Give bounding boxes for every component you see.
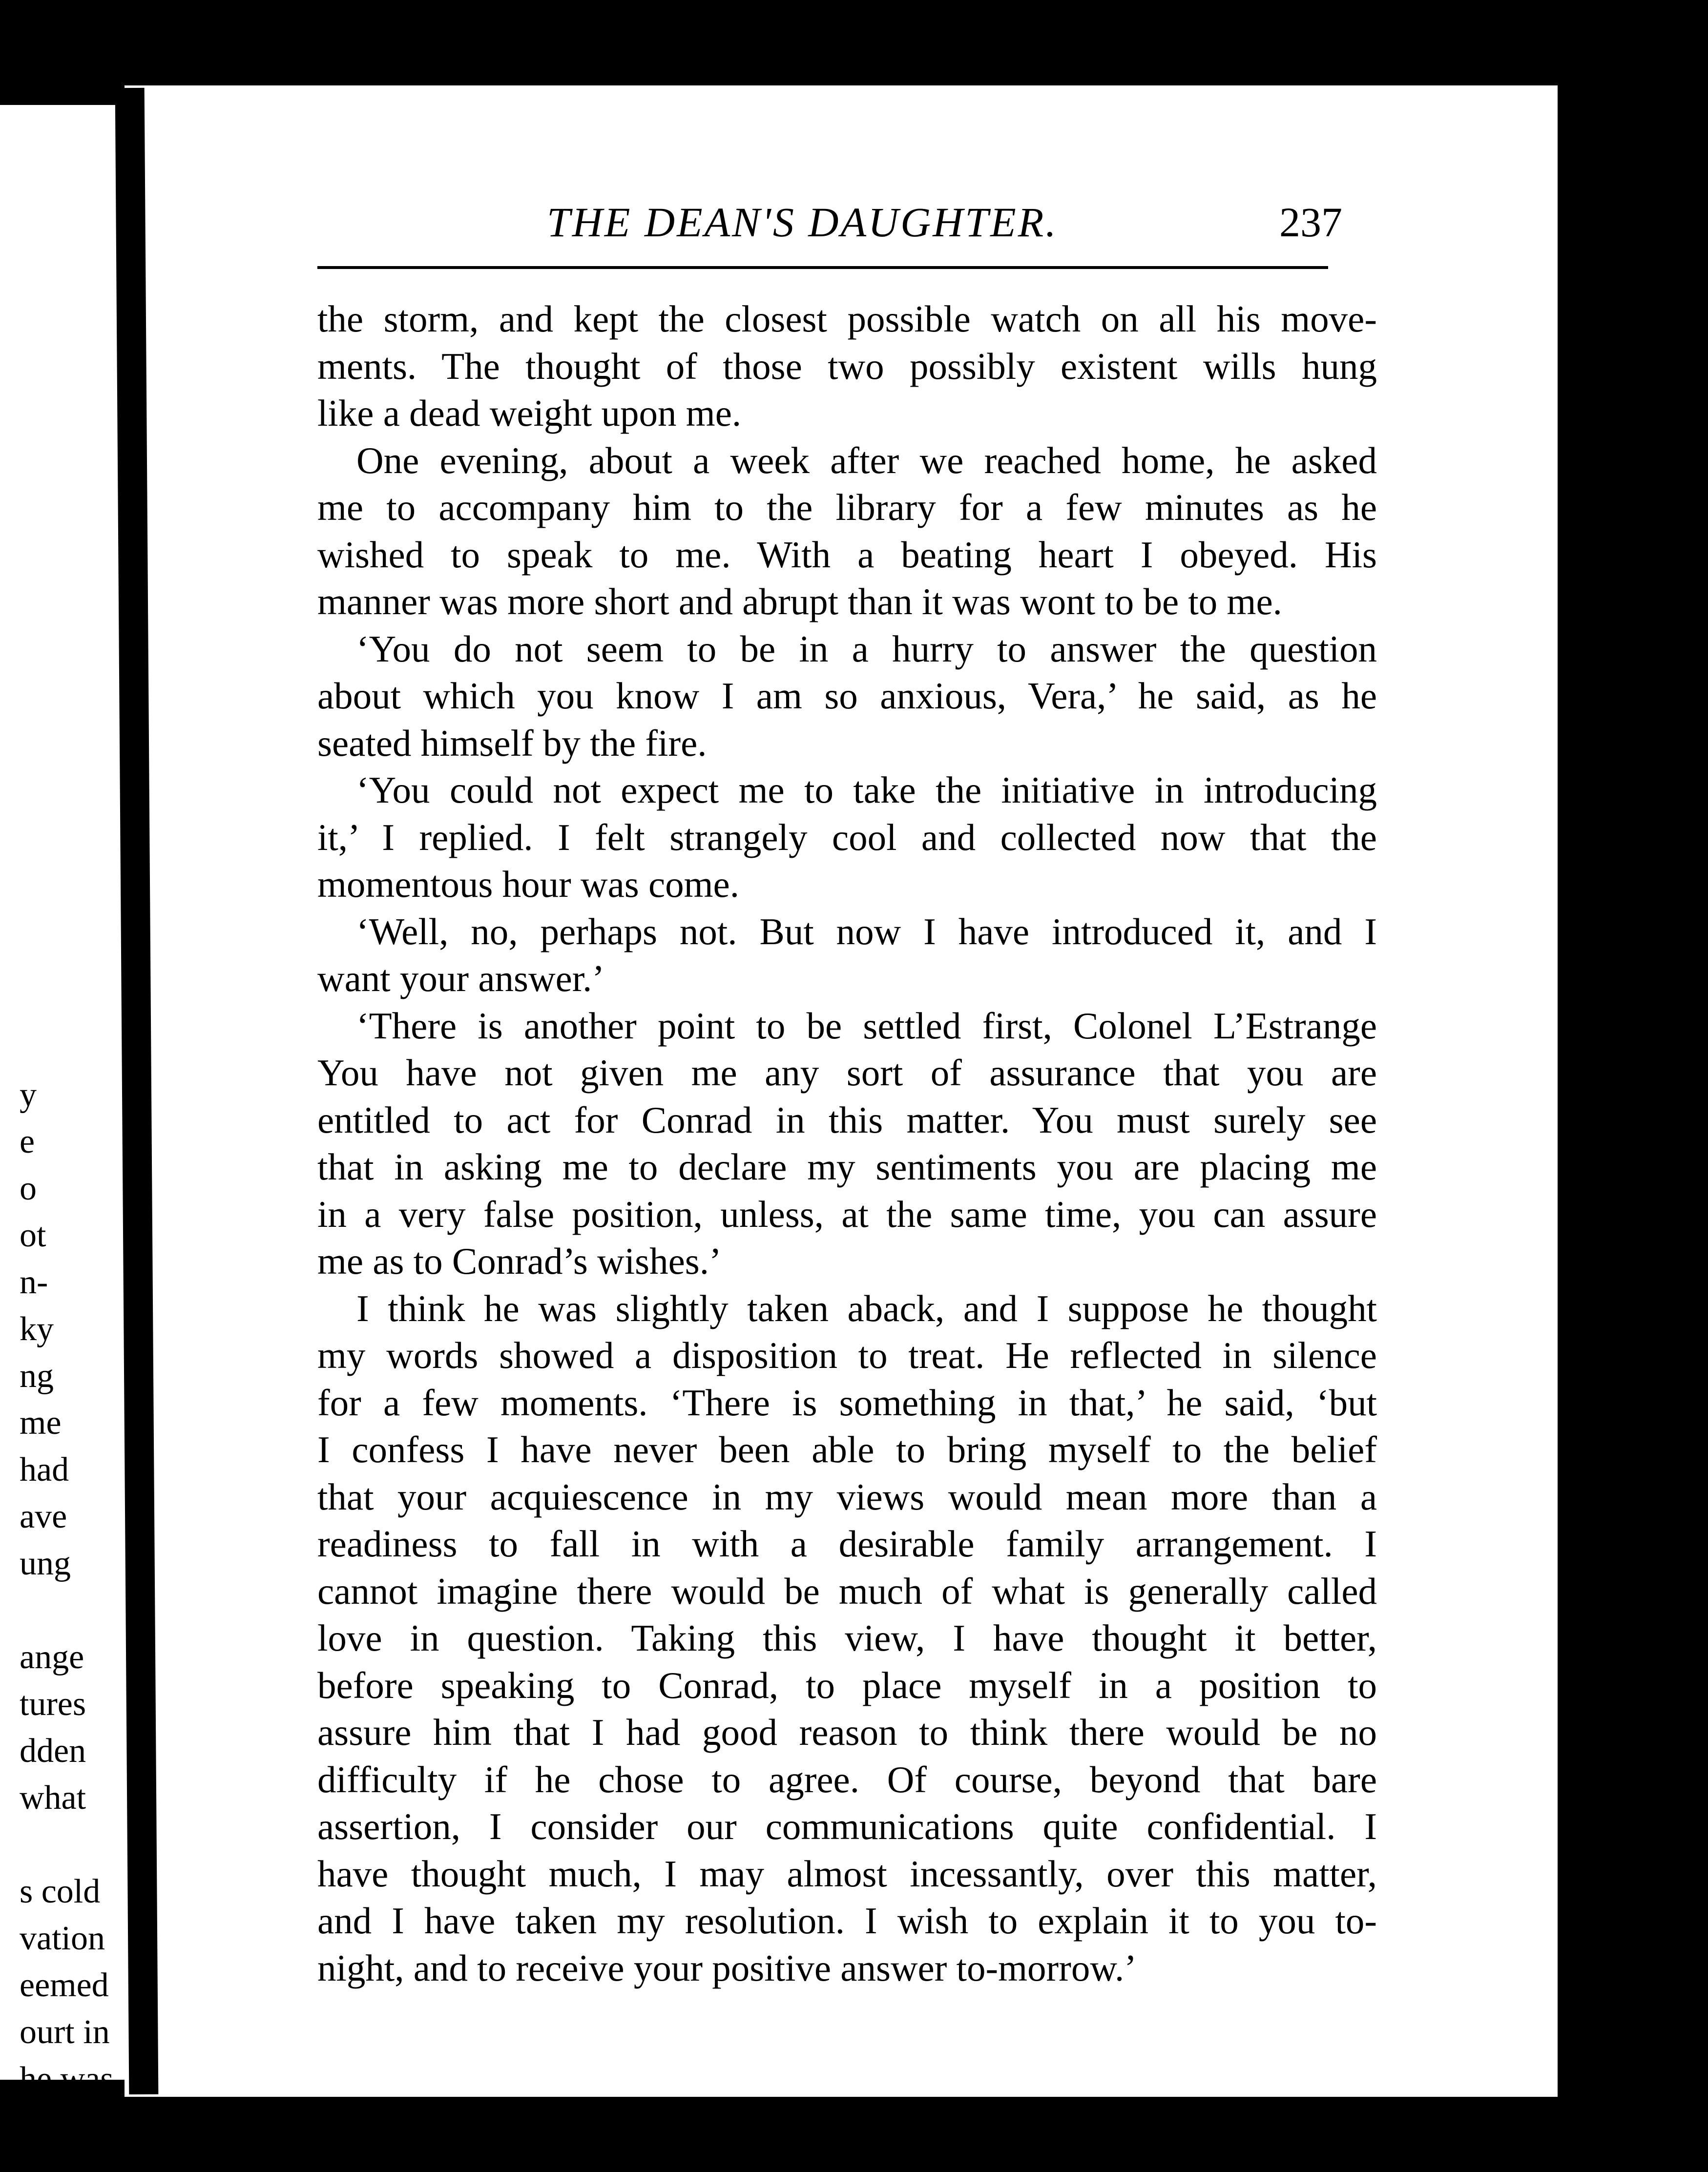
text-line: cannot imagine there would be much of what is generally called (317, 1570, 1377, 1612)
fragment: me (20, 1404, 62, 1442)
text-line: the storm, and kept the closest possible watch on all his move- (317, 298, 1377, 340)
text-line: that in asking me to declare my sentiments you are placing me (317, 1146, 1377, 1188)
text-line: and I have taken my resolution. I wish to explain it to you to- (317, 1900, 1377, 1942)
body-text (317, 295, 1377, 1991)
text-line: in a very false position, unless, at the same time, you can assure (317, 1193, 1377, 1235)
fragment: ange (20, 1638, 84, 1676)
facing-page-sliver (0, 105, 132, 2145)
fragment (20, 1587, 132, 1634)
scan-edge (1558, 85, 1708, 2172)
fragment: eemed (20, 1966, 109, 2004)
fragment: he was (20, 2060, 114, 2098)
page-number: 237 (1279, 199, 1342, 246)
fragment: e (20, 1123, 35, 1160)
header-rule (317, 266, 1328, 269)
facing-page-fragments (20, 1072, 132, 2150)
fragment (20, 1821, 132, 1868)
text-line: seated himself by the fire. (317, 722, 707, 764)
text-line: One evening, about a week after we reached home, he asked (356, 439, 1377, 481)
fragment: ung (20, 1545, 71, 1582)
text-line: difficulty if he chose to agree. Of course, beyond that bare (317, 1758, 1377, 1800)
text-line: it,’ I replied. I felt strangely cool and collected now that the (317, 816, 1377, 858)
text-line: for a few moments. ‘There is something in that,’ he said, ‘but (317, 1381, 1377, 1424)
text-line: ‘You do not seem to be in a hurry to answer the question (356, 627, 1377, 670)
text-line: before speaking to Conrad, to place myself in a position to (317, 1664, 1377, 1706)
text-line: manner was more short and abrupt than it was wont to be to me. (317, 580, 1282, 622)
text-line: have thought much, I may almost incessantly, over this matter, (317, 1852, 1377, 1895)
text-line: You have not given me any sort of assurance that you are (317, 1052, 1377, 1094)
text-line: me as to Conrad’s wishes.’ (317, 1240, 722, 1282)
text-line: assure him that I had good reason to think there would be no (317, 1711, 1377, 1753)
text-line: my words showed a disposition to treat. He reflected in silence (317, 1334, 1377, 1376)
fragment: s cold (20, 1873, 101, 1910)
fragment: o (20, 1170, 37, 1207)
fragment: what (20, 1779, 86, 1817)
text-line: want your answer.’ (317, 957, 605, 999)
text-line: ‘There is another point to be settled first, Colonel L’Estrange (356, 1004, 1377, 1047)
text-line: that your acquiescence in my views would mean more than a (317, 1475, 1377, 1518)
fragment: ot (20, 1217, 46, 1254)
text-line: entitled to act for Conrad in this matter. You must surely see (317, 1098, 1377, 1141)
text-line: ‘You could not expect me to take the initiative in introducing (356, 769, 1377, 811)
text-line: readiness to fall in with a desirable family arrangement. I (317, 1523, 1377, 1565)
text-line: ‘Well, no, perhaps not. But now I have introduced it, and I (356, 910, 1377, 952)
fragment: y (20, 1076, 37, 1114)
fragment: ng (20, 1357, 54, 1395)
fragment: ky (20, 1310, 54, 1348)
text-line: me to accompany him to the library for a few minutes as he (317, 486, 1377, 528)
fragment: n- (20, 1263, 48, 1301)
running-title: THE DEAN'S DAUGHTER. (547, 199, 1058, 246)
fragment: ourt in (20, 2013, 110, 2051)
text-line: like a dead weight upon me. (317, 392, 742, 434)
fragment: dden (20, 1732, 86, 1770)
text-line: I confess I have never been able to bring myself to the belief (317, 1428, 1377, 1470)
text-line: about which you know I am so anxious, Vera,’ he said, as he (317, 675, 1377, 717)
text-line: night, and to receive your positive answer to-morrow.’ (317, 1946, 1137, 1989)
fragment: tures (20, 1685, 86, 1723)
fragment: ave (20, 1498, 67, 1535)
text-line: momentous hour was come. (317, 863, 739, 905)
text-line: wished to speak to me. With a beating heart I obeyed. His (317, 533, 1377, 576)
text-line: I think he was slightly taken aback, and I suppose he thought (356, 1287, 1377, 1329)
fragment: had (20, 1451, 69, 1489)
fragment: vation (20, 1920, 105, 1957)
fragment: before (20, 2107, 107, 2145)
text-line: assertion, I consider our communications quite confidential. I (317, 1805, 1377, 1847)
text-line: love in question. Taking this view, I have thought it better, (317, 1617, 1377, 1659)
text-line: ments. The thought of those two possibly existent wills hung (317, 345, 1377, 387)
